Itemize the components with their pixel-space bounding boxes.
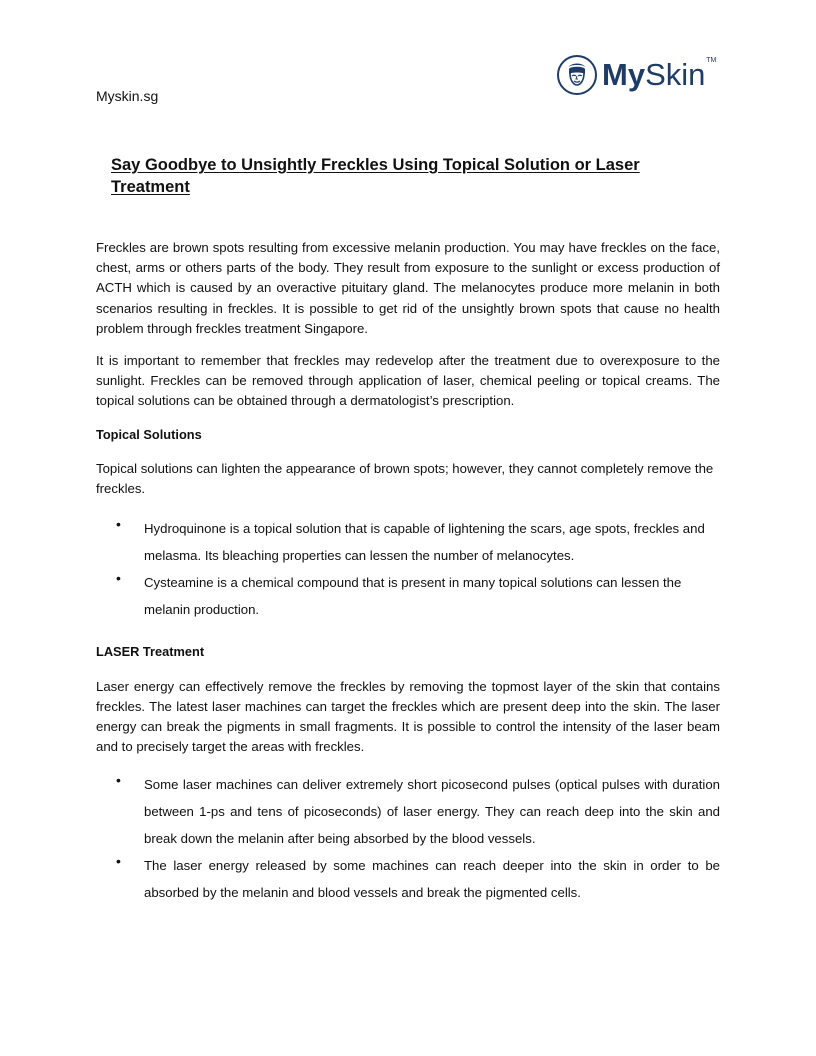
logo-skin-text: Skin	[645, 56, 706, 92]
bullet-text: Hydroquinone is a topical solution that is capable of lightening the scars, age spots, freckles and melasma. Its bleaching properties can lessen the number of melanocytes.	[144, 520, 705, 563]
paragraph-topical: Topical solutions can lighten the appearance of brown spots; however, they cannot completely remove the freckles.	[96, 460, 714, 496]
bullet-dot-icon: •	[116, 853, 121, 870]
logo-trademark: TM	[706, 56, 717, 64]
list-item	[96, 852, 720, 906]
bullet-dot-icon: •	[116, 515, 121, 532]
list-item	[96, 569, 720, 623]
paragraph-intro: Freckles are brown spots resulting from excessive melanin production. You may have freckles on the face, chest, arms or others parts of the body. They result from exposure to the sunlight or excess production of ACTH which is caused by an overactive pituitary gland. The melanocytes produce more melanin in both scenarios resulting in freckles. It is possible to get rid of the unsightly brown spots that cause no health problem through freckles treatment Singapore.	[96, 240, 720, 336]
logo-my-text: My	[602, 56, 646, 92]
topical-bullet-list	[96, 515, 720, 623]
topical-solutions-heading: Topical Solutions	[96, 426, 202, 442]
face-logo-icon	[556, 54, 598, 96]
logo-wordmark	[602, 56, 717, 92]
bullet-text: The laser energy released by some machines can reach deeper into the skin in order to be absorbed by the melanin and blood vessels and break the pigmented cells.	[144, 858, 720, 901]
bullet-dot-icon: •	[116, 772, 121, 789]
list-item	[96, 771, 720, 852]
laser-treatment-heading: LASER Treatment	[96, 643, 205, 659]
laser-bullet-list	[96, 771, 720, 906]
bullet-text: Cysteamine is a chemical compound that is present in many topical solutions can lessen the melanin production.	[144, 574, 682, 617]
article-title: Say Goodbye to Unsightly Freckles Using Topical Solution or Laser Treatment	[111, 156, 640, 196]
bullet-dot-icon: •	[116, 569, 121, 586]
myskin-logo[interactable]	[556, 52, 726, 98]
list-item	[96, 515, 720, 569]
article-body	[96, 238, 720, 906]
paragraph-redevelop: It is important to remember that freckles may redevelop after the treatment due to overexposure to the sunlight. Freckles can be removed through application of laser, chemical peeling or topical creams. The topical solutions can be obtained through a dermatologist’s prescription.	[96, 353, 720, 409]
paragraph-laser: Laser energy can effectively remove the freckles by removing the topmost layer of the skin that contains freckles. The latest laser machines can target the freckles which are present deep into the skin. The laser energy can break the pigments in small fragments. It is possible to control the intensity of the laser beam and to precisely target the areas with freckles.	[96, 678, 720, 755]
header-site-name: Myskin.sg	[96, 88, 159, 104]
bullet-text: Some laser machines can deliver extremely short picosecond pulses (optical pulses with duration between 1-ps and tens of picoseconds) of laser energy. They can reach deep into the skin and break down the melanin after being absorbed by the blood vessels.	[144, 777, 720, 847]
